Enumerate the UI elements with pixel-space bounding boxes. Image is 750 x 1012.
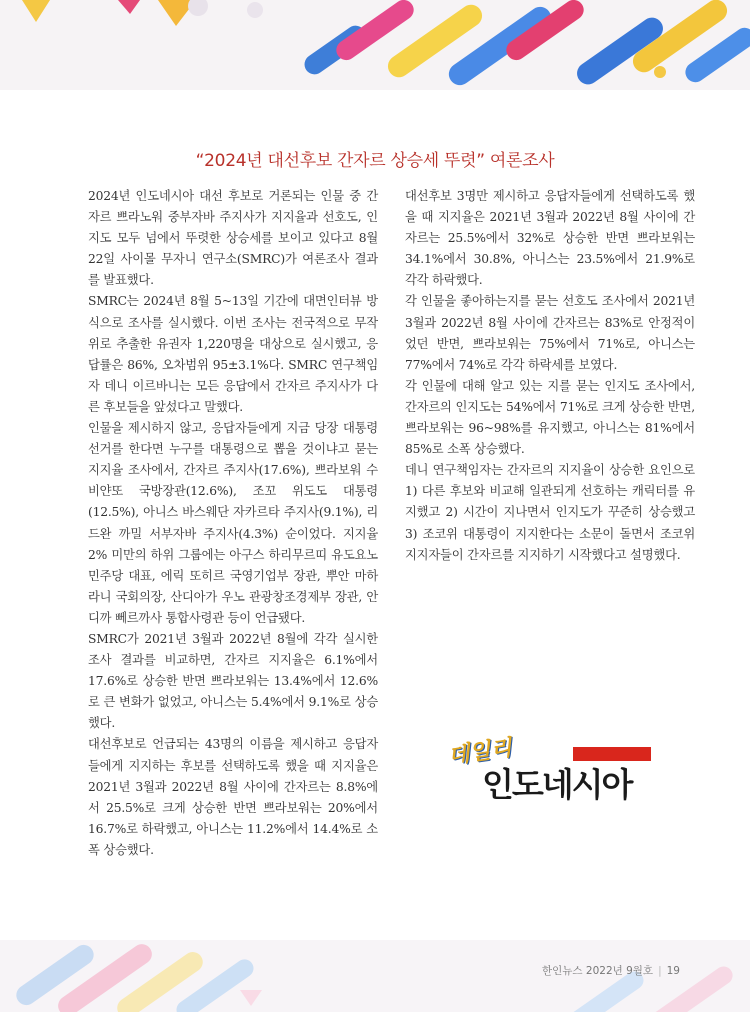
paragraph: 인물을 제시하지 않고, 응답자들에게 지금 당장 대통령선거를 한다면 누구를 대통령으로 뽑을 것이냐고 묻는 지지율 조사에서, 간자르 주지사(17.6%), 쁘라보워 수비얀또 국방장관(12.6%), 조꼬 위도도 대통령(12.5%), 아니스 바스웨단 자카르타 주지사(9.1%), 리드완 까밀 서부자바 주지사(4.3%) 순이었다. 지지율 2% 미만의 하위 그룹에는 아구스 하리무르띠 유도요노 민주당 대표, 에릭 또히르 국영기업부 장관, 뿌안 마하라니 국회의장, 산디아가 우노 관광창조경제부 장관, 안디까 뻬르까사 통합사령관 등이 언급됐다. [88,421,378,625]
article-title: “2024년 대선후보 간자르 상승세 뚜렷” 여론조사 [195,151,555,171]
paragraph: 데니 연구책임자는 간자르의 지지율이 상승한 요인으로 1) 다른 후보와 비교해 일관되게 선호하는 캐릭터를 유지했고 2) 시간이 지나면서 인지도가 꾸준히 상승했고 3) 조코위 대통령이 지지한다는 소문이 돌면서 조코위 지지자들이 간자르를 지지하기 시작했다고 설명했다. [405,463,695,562]
logo-sub-text: 데일리 [446,735,514,770]
issue-label: 한인뉴스 2022년 9월호 [542,965,654,977]
left-column [88,186,378,861]
paragraph: 각 인물에 대해 알고 있는 지를 묻는 인지도 조사에서, 간자르의 인지도는 54%에서 71%로 크게 상승한 반면, 쁘라보워는 96~98%를 유지했고, 아니스는 81%에서 85%로 소폭 상승했다. [405,378,695,457]
logo-main-text: 인도네시아 [482,765,632,804]
paragraph: 대선후보로 언급되는 43명의 이름을 제시하고 응답자들에게 지지하는 후보를 선택하도록 했을 때 지지율은 2021년 3월과 2022년 8월 사이에 간자르는 8.8%에서 25.5%로 크게 상승한 반면 쁘라보워는 20%에서 16.7%로 하락했고, 아니스는 11.2%에서 14.4%로 소폭 상승했다. [88,737,378,857]
banner-shapes [0,0,750,90]
daily-indonesia-logo [440,733,660,803]
paragraph: 2024년 인도네시아 대선 후보로 거론되는 인물 중 간자르 쁘라노워 중부자바 주지사가 지지율과 선호도, 인지도 모두 넘에서 뚜렷한 상승세를 보이고 있다고 8월 22일 사이몰 무자니 연구소(SMRC)가 여론조사 결과를 발표했다. [88,189,378,288]
paragraph: 대선후보 3명만 제시하고 응답자들에게 선택하도록 했을 때 지지율은 2021년 3월과 2022년 8월 사이에 간자르는 25.5%에서 32%로 상승한 반면 쁘라보워는 34.1%에서 30.8%, 아니스는 23.5%에서 21.9%로 각각 하락했다. [405,189,695,288]
top-decorative-banner [0,0,750,90]
page-number: 19 [666,965,680,977]
footer-separator: | [658,965,662,977]
paragraph: SMRC가 2021년 3월과 2022년 8월에 각각 실시한 조사 결과를 비교하면, 간자르 지지율은 6.1%에서 17.6%로 상승한 반면 쁘라보워는 13.4%에서 12.6%로 큰 변화가 없었고, 아니스는 5.4%에서 9.1%로 상승했다. [88,631,378,731]
right-column [405,186,695,566]
paragraph: SMRC는 2024년 8월 5~13일 기간에 대면인터뷰 방식으로 조사를 실시했다. 이번 조사는 전국적으로 무작위로 추출한 유권자 1,220명을 대상으로 실시했고, 응답률은 86%, 오차범위 95±3.1%다. SMRC 연구책임자 데니 이르바니는 모든 응답에서 간자르 주지사가 다른 후보들을 앞섰다고 말했다. [88,294,378,414]
page-footer [542,963,680,978]
paragraph: 각 인물을 좋아하는지를 묻는 선호도 조사에서 2021년 3월과 2022년 8월 사이에 간자르는 83%로 안정적이었던 반면, 쁘라보워는 75%에서 71%로, 아니스는 77%에서 74%로 각각 하락세를 보였다. [405,294,695,372]
